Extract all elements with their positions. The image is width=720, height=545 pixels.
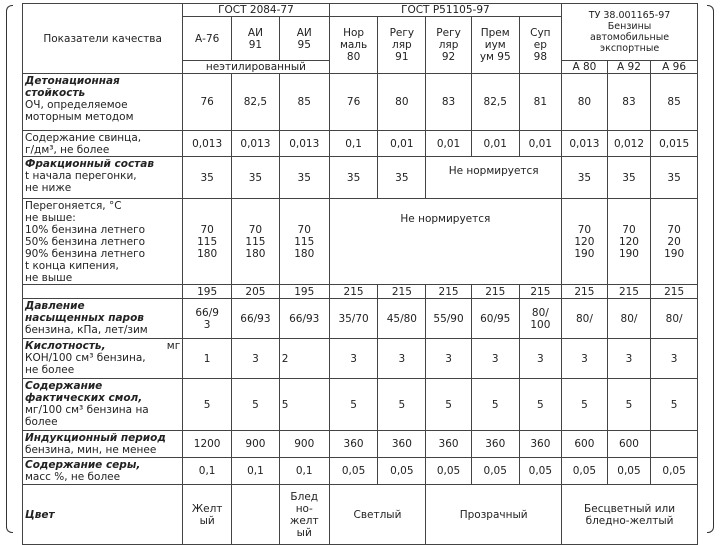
acid-normal: 3 (329, 339, 378, 379)
lead-regular-92: 0,01 (426, 131, 472, 157)
acid-a96: 3 (651, 339, 698, 379)
indicator-sulfur: Содержание серы, масс %, не более (23, 458, 183, 485)
end-super: 215 (519, 285, 561, 299)
color-a76: Желт ый (183, 485, 232, 545)
right-bracket (707, 5, 714, 533)
vp-normal: 35/70 (329, 299, 378, 339)
row-vapour-pressure (23, 299, 698, 339)
ind-ai95: 900 (279, 431, 329, 458)
tstart-not-normed: Не нормируется (426, 157, 562, 199)
end-ai95: 195 (279, 285, 329, 299)
sulf-a92: 0,05 (607, 458, 651, 485)
gum-regular-92: 5 (426, 379, 472, 431)
lead-ai95: 0,013 (279, 131, 329, 157)
acid-ai91: 3 (232, 339, 280, 379)
vp-regular-92: 55/90 (426, 299, 472, 339)
end-a96: 215 (651, 285, 698, 299)
ind-a80: 600 (562, 431, 608, 458)
grade-regular-91: Регу ляр 91 (378, 17, 426, 74)
tstart-regular-91: 35 (378, 157, 426, 199)
acid-premium: 3 (471, 339, 519, 379)
grade-premium-95: Прем иум ум 95 (471, 17, 519, 74)
grade-a92: А 92 (607, 61, 651, 74)
tstart-ai95: 35 (279, 157, 329, 199)
end-normal: 215 (329, 285, 378, 299)
oc-a92: 83 (607, 74, 651, 131)
lead-ai91: 0,013 (232, 131, 280, 157)
tstart-a96: 35 (651, 157, 698, 199)
row-distillation (23, 199, 698, 285)
dist-a92: 70 120 190 (607, 199, 651, 285)
gum-premium: 5 (471, 379, 519, 431)
gum-a96: 5 (651, 379, 698, 431)
oc-a76: 76 (183, 74, 232, 131)
sulf-regular-91: 0,05 (378, 458, 426, 485)
row-induction-period (23, 431, 698, 458)
oc-normal: 76 (329, 74, 378, 131)
tstart-ai91: 35 (232, 157, 280, 199)
ind-regular-92: 360 (426, 431, 472, 458)
sulf-a80: 0,05 (562, 458, 608, 485)
gum-ai91: 5 (232, 379, 280, 431)
color-normal-regular: Светлый (329, 485, 426, 545)
dist-not-normed: Не нормируется (329, 199, 561, 285)
indicator-octane: Детонационная стойкость ОЧ, определяемое моторным методом (23, 74, 183, 131)
acid-super: 3 (519, 339, 561, 379)
oc-ai91: 82,5 (232, 74, 280, 131)
acid-regular-91: 3 (378, 339, 426, 379)
gum-ai95: 5 (279, 379, 329, 431)
acid-a76: 1 (183, 339, 232, 379)
oc-ai95: 85 (279, 74, 329, 131)
lead-premium: 0,01 (471, 131, 519, 157)
indicator-acidity: Кислотность, мг КОН/100 см³ бензина, не более (23, 339, 183, 379)
indicator-color: Цвет (23, 485, 183, 545)
grade-a76: А-76 (183, 17, 232, 61)
document-sheet (6, 1, 714, 539)
indicator-lead: Содержание свинца, г/дм³, не более (23, 131, 183, 157)
gum-regular-91: 5 (378, 379, 426, 431)
lead-a76: 0,013 (183, 131, 232, 157)
tstart-a80: 35 (562, 157, 608, 199)
gum-a80: 5 (562, 379, 608, 431)
oc-regular-92: 83 (426, 74, 472, 131)
row-sulfur (23, 458, 698, 485)
sulf-ai95: 0,1 (279, 458, 329, 485)
sulf-a76: 0,1 (183, 458, 232, 485)
sulf-super: 0,05 (519, 458, 561, 485)
color-export: Бесцветный или бледно-желтый (562, 485, 698, 545)
acid-ai95: 2 (279, 339, 329, 379)
indicator-start-temp: Фракционный состав t начала перегонки, не ниже (23, 157, 183, 199)
grade-ai91: АИ 91 (232, 17, 280, 61)
end-regular-92: 215 (426, 285, 472, 299)
end-regular-91: 215 (378, 285, 426, 299)
dist-ai95: 70 115 180 (279, 199, 329, 285)
end-a92: 215 (607, 285, 651, 299)
oc-a96: 85 (651, 74, 698, 131)
ind-premium: 360 (471, 431, 519, 458)
lead-regular-91: 0,01 (378, 131, 426, 157)
acid-a80: 3 (562, 339, 608, 379)
row-start-distillation (23, 157, 698, 199)
grade-a96: А 96 (651, 61, 698, 74)
color-ai91 (232, 485, 280, 545)
tstart-normal: 35 (329, 157, 378, 199)
vp-a92: 80/ (607, 299, 651, 339)
grade-super-98: Суп ер 98 (519, 17, 561, 74)
std-tu-export: ТУ 38.001165-97 Бензины автомобильные экспортные (562, 4, 698, 61)
tstart-a92: 35 (607, 157, 651, 199)
indicator-induction: Индукционный период бензина, мин, не менее (23, 431, 183, 458)
ind-regular-91: 360 (378, 431, 426, 458)
acid-a92: 3 (607, 339, 651, 379)
end-premium: 215 (471, 285, 519, 299)
grade-a80: А 80 (562, 61, 608, 74)
tstart-a76: 35 (183, 157, 232, 199)
gum-a92: 5 (607, 379, 651, 431)
vp-regular-91: 45/80 (378, 299, 426, 339)
row-color (23, 485, 698, 545)
oc-premium: 82,5 (471, 74, 519, 131)
vp-a76: 66/9 3 (183, 299, 232, 339)
ind-a96 (651, 431, 698, 458)
ind-ai91: 900 (232, 431, 280, 458)
unleaded-label: неэтилированный (183, 61, 329, 74)
ind-a92: 600 (607, 431, 651, 458)
row-acidity (23, 339, 698, 379)
gasoline-quality-table (22, 3, 698, 545)
dist-ai91: 70 115 180 (232, 199, 280, 285)
row-end-boiling (23, 285, 698, 299)
row-actual-gums (23, 379, 698, 431)
end-a80: 215 (562, 285, 608, 299)
grade-ai95: АИ 95 (279, 17, 329, 61)
std-gost-r51105: ГОСТ Р51105-97 (329, 4, 561, 17)
lead-a80: 0,013 (562, 131, 608, 157)
lead-super: 0,01 (519, 131, 561, 157)
sulf-premium: 0,05 (471, 458, 519, 485)
lead-a96: 0,015 (651, 131, 698, 157)
indicator-vapour-pressure: Давление насыщенных паров бензина, кПа, лет/зим (23, 299, 183, 339)
lead-a92: 0,012 (607, 131, 651, 157)
gum-a76: 5 (183, 379, 232, 431)
vp-ai91: 66/93 (232, 299, 280, 339)
ind-a76: 1200 (183, 431, 232, 458)
std-gost-2084: ГОСТ 2084-77 (183, 4, 329, 17)
end-ai91: 205 (232, 285, 280, 299)
dist-a96: 70 20 190 (651, 199, 698, 285)
vp-super: 80/ 100 (519, 299, 561, 339)
dist-a76: 70 115 180 (183, 199, 232, 285)
vp-a96: 80/ (651, 299, 698, 339)
indicator-end-boiling-spacer (23, 285, 183, 299)
color-ai95: Блед но- желт ый (279, 485, 329, 545)
gum-normal: 5 (329, 379, 378, 431)
sulf-ai91: 0,1 (232, 458, 280, 485)
vp-ai95: 66/93 (279, 299, 329, 339)
indicator-header: Показатели качества (23, 4, 183, 74)
end-a76: 195 (183, 285, 232, 299)
left-bracket (6, 5, 13, 533)
lead-normal: 0,1 (329, 131, 378, 157)
sulf-regular-92: 0,05 (426, 458, 472, 485)
ind-super: 360 (519, 431, 561, 458)
vp-a80: 80/ (562, 299, 608, 339)
indicator-distillation: Перегоняется, °С не выше: 10% бензина летнего 50% бензина летнего 90% бензина летнего t конца кипения, не выше (23, 199, 183, 285)
row-lead-content (23, 131, 698, 157)
header-row-standards (23, 4, 698, 17)
color-transparent: Прозрачный (426, 485, 562, 545)
sulf-a96: 0,05 (651, 458, 698, 485)
acid-regular-92: 3 (426, 339, 472, 379)
oc-a80: 80 (562, 74, 608, 131)
ind-normal: 360 (329, 431, 378, 458)
row-octane-number (23, 74, 698, 131)
vp-premium: 60/95 (471, 299, 519, 339)
gum-super: 5 (519, 379, 561, 431)
sulf-normal: 0,05 (329, 458, 378, 485)
dist-a80: 70 120 190 (562, 199, 608, 285)
indicator-gums: Содержание фактических смол, мг/100 см³ бензина на более (23, 379, 183, 431)
oc-regular-91: 80 (378, 74, 426, 131)
grade-normal-80: Нор маль 80 (329, 17, 378, 74)
oc-super: 81 (519, 74, 561, 131)
grade-regular-92: Регу ляр 92 (426, 17, 472, 74)
